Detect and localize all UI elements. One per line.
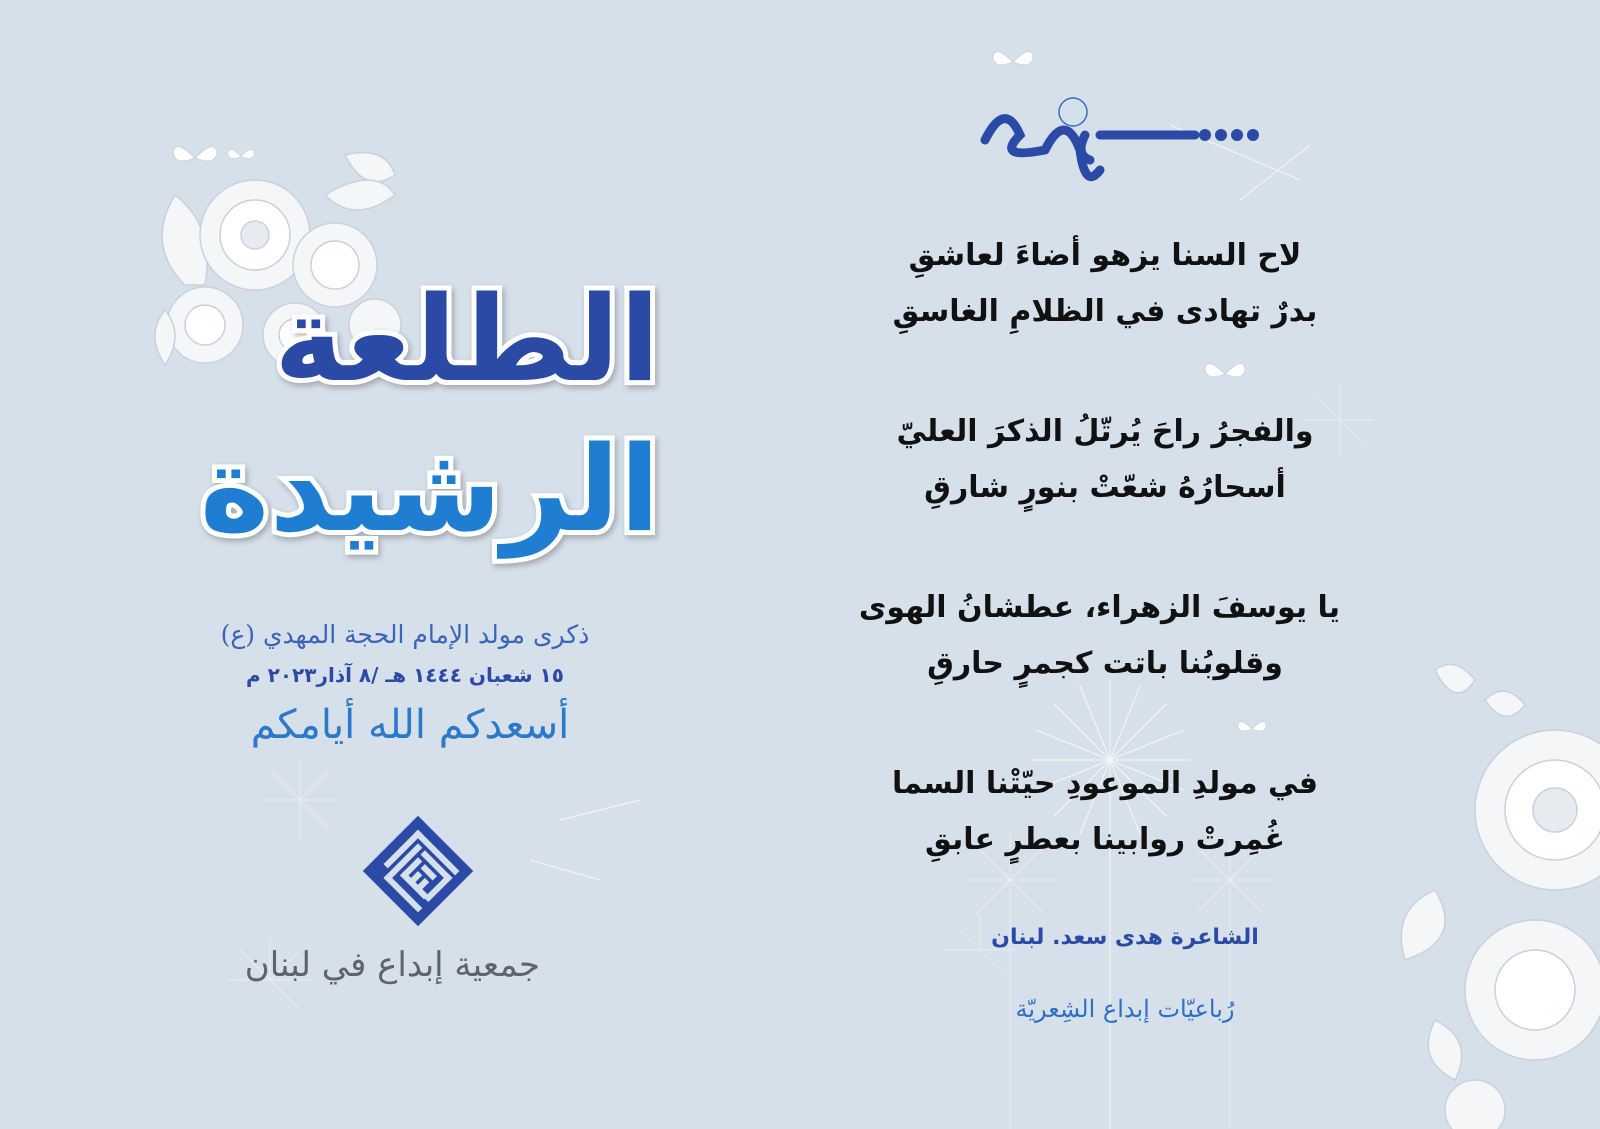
- kufic-square-logo-icon: [357, 810, 479, 932]
- verse-line: في مولدِ الموعودِ حيّتْنا السما: [892, 766, 1318, 801]
- verse-line: والفجرُ راحَ يُرتّلُ الذكرَ العليّ: [896, 414, 1314, 449]
- collection-name: رُباعيّات إبداع الشِعريّة: [1015, 995, 1235, 1023]
- poem-stanza-1: [870, 228, 1340, 340]
- butterfly-icon: [170, 138, 220, 178]
- verse-line: بدرٌ تهادى في الظلامِ الغاسقِ: [892, 294, 1318, 329]
- calligraphy-title: [180, 250, 660, 610]
- poet-credit: الشاعرة هدى سعد. لبنان: [991, 925, 1259, 950]
- verse-line: غُمِرتْ روابينا بعطرٍ عابقِ: [924, 822, 1286, 857]
- poem-stanza-4: [870, 756, 1340, 868]
- occasion-text: ذكرى مولد الإمام الحجة المهدي (ع): [220, 620, 590, 649]
- flower-cluster-icon: [1395, 660, 1600, 1129]
- organization-name: جمعية إبداع في لبنان: [244, 945, 540, 985]
- date-text: ١٥ شعبان ١٤٤٤ هـ /٨ آذار٢٠٢٣ م: [246, 663, 564, 687]
- verse-line: أسحارُهُ شعّتْ بنورٍ شارقِ: [924, 470, 1286, 505]
- poem-stanza-3: [858, 580, 1340, 692]
- title-line-2: الرشيدة: [199, 420, 660, 558]
- verse-line: لاح السنا يزهو أضاءَ لعاشقِ: [908, 238, 1302, 273]
- poem: [858, 228, 1340, 932]
- poem-stanza-2: [870, 404, 1340, 516]
- verse-line: يا يوسفَ الزهراء، عطشانُ الهوى: [858, 590, 1340, 625]
- title-line-1: الطلعة: [273, 270, 660, 408]
- greeting-text: أسعدكم الله أيامكم: [250, 702, 570, 748]
- butterfly-icon: [990, 42, 1036, 82]
- mahdi-calligraphy-logo-icon: [965, 90, 1265, 215]
- butterfly-icon: [226, 144, 256, 169]
- verse-line: وقلوبُنا باتت كجمرٍ حارقِ: [927, 646, 1283, 681]
